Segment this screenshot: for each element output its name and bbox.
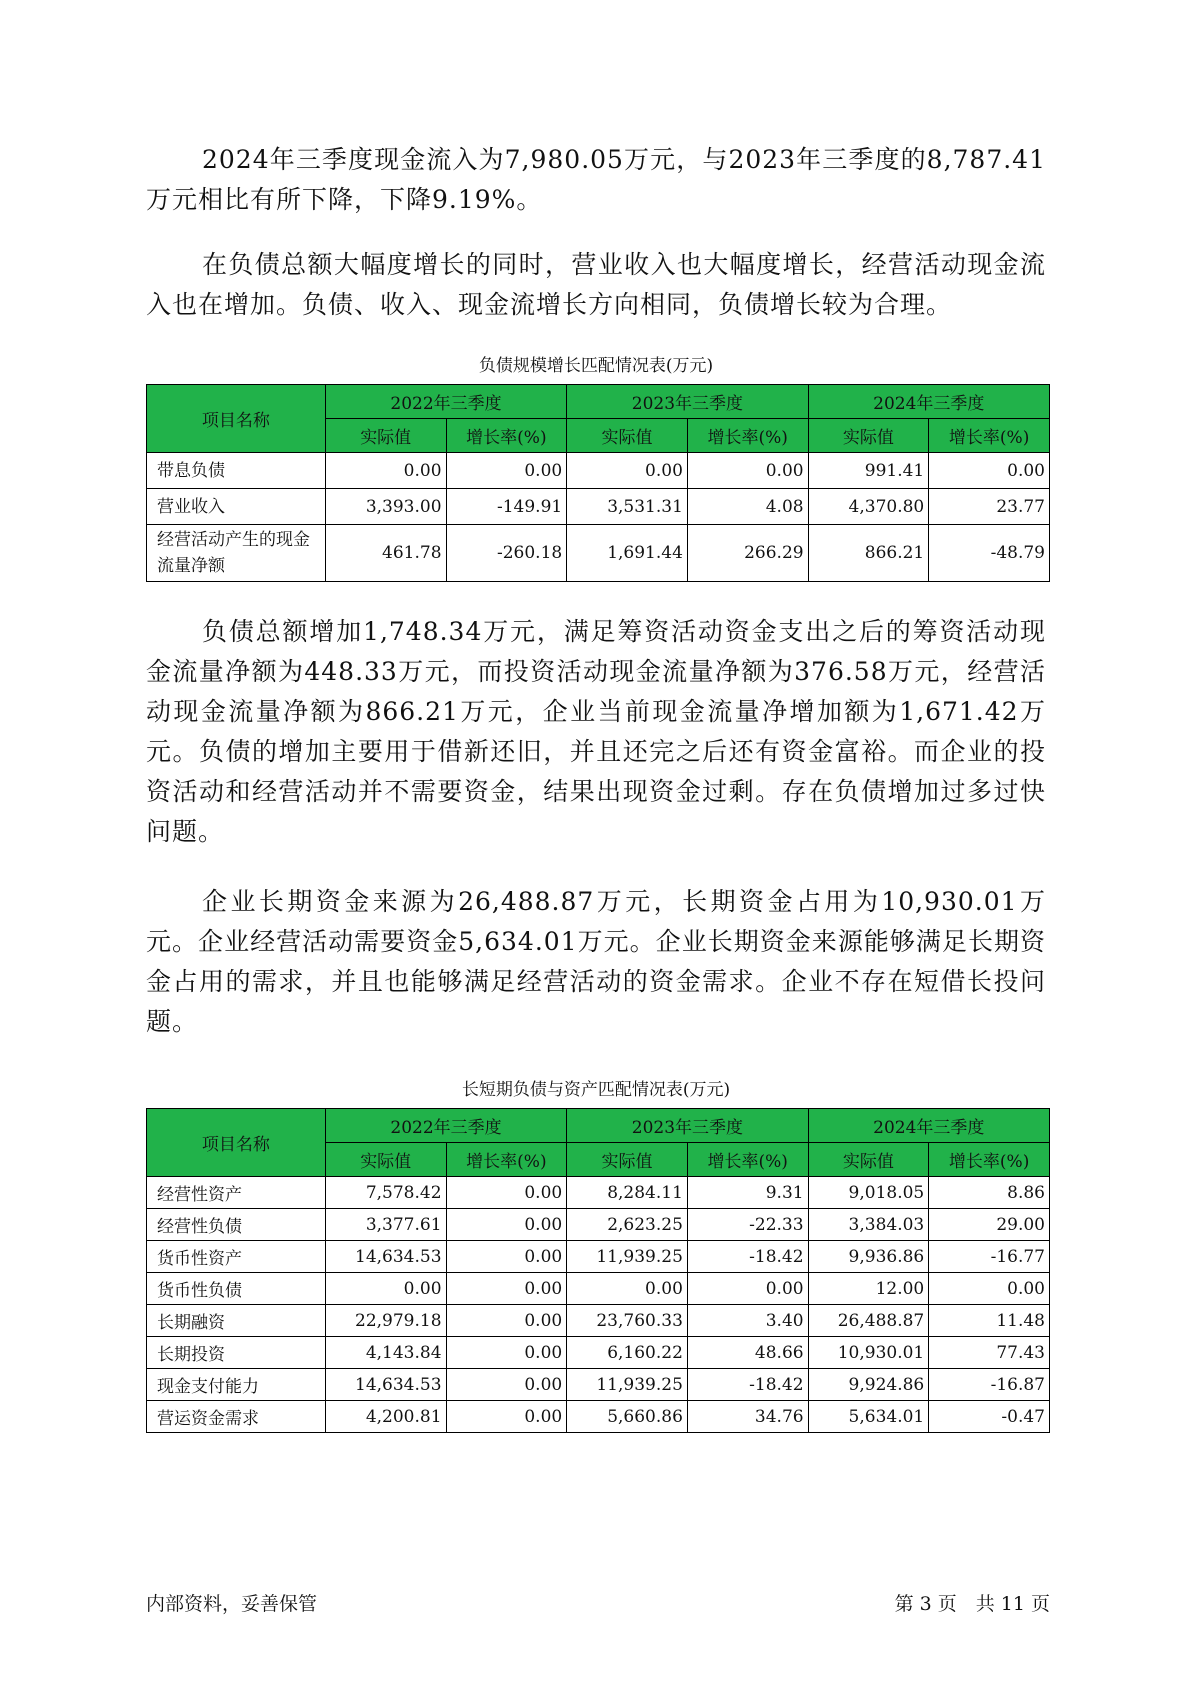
cell-actual-value: 5,660.86 (567, 1401, 688, 1433)
table1-caption: 负债规模增长匹配情况表(万元) (478, 356, 714, 376)
cell-growth-rate: -22.33 (687, 1209, 808, 1241)
cell-actual-value: 9,018.05 (808, 1177, 929, 1209)
table2-period-2024: 2024年三季度 (808, 1109, 1049, 1143)
cell-growth-rate: 4.08 (687, 489, 808, 525)
table2-sub-rate: 增长率(%) (446, 1143, 567, 1177)
cell-growth-rate: 0.00 (446, 1209, 567, 1241)
cell-actual-value: 5,634.01 (808, 1401, 929, 1433)
cell-actual-value: 461.78 (325, 525, 446, 582)
cell-growth-rate: -18.42 (687, 1241, 808, 1273)
cell-growth-rate: 34.76 (687, 1401, 808, 1433)
row-label: 现金支付能力 (147, 1369, 326, 1401)
table-row (147, 1369, 1050, 1401)
table1-sub-actual: 实际值 (808, 419, 929, 453)
table2-body (147, 1177, 1050, 1433)
table2-sub-actual: 实际值 (567, 1143, 688, 1177)
table-row (147, 1177, 1050, 1209)
table2-sub-rate: 增长率(%) (929, 1143, 1050, 1177)
cell-actual-value: 9,936.86 (808, 1241, 929, 1273)
row-label: 经营性负债 (147, 1209, 326, 1241)
table-row (147, 1241, 1050, 1273)
cell-actual-value: 0.00 (567, 453, 688, 489)
cell-growth-rate: -16.87 (929, 1369, 1050, 1401)
cell-actual-value: 2,623.25 (567, 1209, 688, 1241)
table1-sub-rate: 增长率(%) (446, 419, 567, 453)
cell-growth-rate: 0.00 (446, 1401, 567, 1433)
cell-growth-rate: -0.47 (929, 1401, 1050, 1433)
table-row (147, 489, 1050, 525)
table1-body (147, 453, 1050, 582)
cell-actual-value: 4,200.81 (325, 1401, 446, 1433)
table1-period-2022: 2022年三季度 (325, 385, 566, 419)
row-label: 营运资金需求 (147, 1401, 326, 1433)
cell-growth-rate: 48.66 (687, 1337, 808, 1369)
cell-growth-rate: 0.00 (446, 453, 567, 489)
cell-actual-value: 3,384.03 (808, 1209, 929, 1241)
row-label: 经营活动产生的现金流量净额 (147, 525, 326, 582)
cell-actual-value: 4,143.84 (325, 1337, 446, 1369)
row-label: 带息负债 (147, 453, 326, 489)
cell-actual-value: 3,377.61 (325, 1209, 446, 1241)
cell-actual-value: 3,531.31 (567, 489, 688, 525)
cell-actual-value: 1,691.44 (567, 525, 688, 582)
cell-growth-rate: 0.00 (687, 1273, 808, 1305)
cell-growth-rate: -149.91 (446, 489, 567, 525)
cell-actual-value: 23,760.33 (567, 1305, 688, 1337)
cell-growth-rate: 0.00 (929, 453, 1050, 489)
cell-growth-rate: 11.48 (929, 1305, 1050, 1337)
table1-sub-actual: 实际值 (325, 419, 446, 453)
footer-confidential-note: 内部资料，妥善保管 (146, 1593, 318, 1615)
table1-sub-actual: 实际值 (567, 419, 688, 453)
table2-sub-actual: 实际值 (808, 1143, 929, 1177)
cell-growth-rate: 9.31 (687, 1177, 808, 1209)
paragraph-long-term-funds: 企业长期资金来源为26,488.87万元，长期资金占用为10,930.01万元。企业经营活动需要资金5,634.01万元。企业长期资金来源能够满足长期资金占用的需求，并且也能够满足经营活动的资金需求。企业不存在短借长投问题。 (146, 887, 1046, 1036)
table-row (147, 1401, 1050, 1433)
cell-actual-value: 0.00 (567, 1273, 688, 1305)
cell-actual-value: 4,370.80 (808, 489, 929, 525)
table1-name-header: 项目名称 (147, 385, 326, 453)
cell-growth-rate: -260.18 (446, 525, 567, 582)
cell-growth-rate: 3.40 (687, 1305, 808, 1337)
table2-period-2022: 2022年三季度 (325, 1109, 566, 1143)
cell-growth-rate: 0.00 (446, 1337, 567, 1369)
table-debt-scale-match (146, 384, 1050, 582)
cell-growth-rate: 0.00 (446, 1369, 567, 1401)
cell-actual-value: 9,924.86 (808, 1369, 929, 1401)
table2-sub-actual: 实际值 (325, 1143, 446, 1177)
cell-actual-value: 991.41 (808, 453, 929, 489)
table-row (147, 1209, 1050, 1241)
cell-actual-value: 0.00 (325, 1273, 446, 1305)
cell-actual-value: 0.00 (325, 453, 446, 489)
cell-actual-value: 10,930.01 (808, 1337, 929, 1369)
footer-page-number: 第 3 页 共 11 页 (894, 1593, 1050, 1615)
paragraph-cash-inflow: 2024年三季度现金流入为7,980.05万元，与2023年三季度的8,787.41万元相比有所下降，下降9.19%。 (146, 145, 1046, 214)
cell-growth-rate: -18.42 (687, 1369, 808, 1401)
row-label: 长期融资 (147, 1305, 326, 1337)
cell-growth-rate: 29.00 (929, 1209, 1050, 1241)
cell-actual-value: 14,634.53 (325, 1369, 446, 1401)
cell-actual-value: 7,578.42 (325, 1177, 446, 1209)
cell-growth-rate: -48.79 (929, 525, 1050, 582)
table1-period-2024: 2024年三季度 (808, 385, 1049, 419)
cell-growth-rate: 0.00 (446, 1305, 567, 1337)
table1-sub-rate: 增长率(%) (929, 419, 1050, 453)
row-label: 长期投资 (147, 1337, 326, 1369)
cell-actual-value: 14,634.53 (325, 1241, 446, 1273)
table-row (147, 1273, 1050, 1305)
cell-actual-value: 12.00 (808, 1273, 929, 1305)
table2-period-2023: 2023年三季度 (567, 1109, 808, 1143)
cell-actual-value: 3,393.00 (325, 489, 446, 525)
cell-actual-value: 11,939.25 (567, 1241, 688, 1273)
cell-growth-rate: -16.77 (929, 1241, 1050, 1273)
table-row (147, 1337, 1050, 1369)
cell-actual-value: 8,284.11 (567, 1177, 688, 1209)
cell-growth-rate: 0.00 (446, 1273, 567, 1305)
cell-growth-rate: 0.00 (687, 453, 808, 489)
cell-growth-rate: 23.77 (929, 489, 1050, 525)
cell-actual-value: 866.21 (808, 525, 929, 582)
row-label: 货币性负债 (147, 1273, 326, 1305)
row-label: 营业收入 (147, 489, 326, 525)
cell-growth-rate: 8.86 (929, 1177, 1050, 1209)
cell-growth-rate: 0.00 (929, 1273, 1050, 1305)
table2-sub-rate: 增长率(%) (687, 1143, 808, 1177)
cell-actual-value: 6,160.22 (567, 1337, 688, 1369)
cell-actual-value: 26,488.87 (808, 1305, 929, 1337)
row-label: 经营性资产 (147, 1177, 326, 1209)
table2-caption: 长短期负债与资产匹配情况表(万元) (461, 1080, 731, 1100)
table2-name-header: 项目名称 (147, 1109, 326, 1177)
table1-period-2023: 2023年三季度 (567, 385, 808, 419)
paragraph-debt-usage: 负债总额增加1,748.34万元，满足筹资活动资金支出之后的筹资活动现金流量净额为448.33万元，而投资活动现金流量净额为376.58万元，经营活动现金流量净额为866.21万元，企业当前现金流量净增加额为1,671.42万元。负债的增加主要用于借新还旧，并且还完之后还有资金富裕。而企业的投资活动和经营活动并不需要资金，结果出现资金过剩。存在负债增加过多过快问题。 (146, 617, 1046, 846)
cell-growth-rate: 266.29 (687, 525, 808, 582)
cell-growth-rate: 77.43 (929, 1337, 1050, 1369)
row-label: 货币性资产 (147, 1241, 326, 1273)
table-row (147, 1305, 1050, 1337)
table1-sub-rate: 增长率(%) (687, 419, 808, 453)
table-long-short-match (146, 1108, 1050, 1433)
table-row (147, 525, 1050, 582)
cell-actual-value: 11,939.25 (567, 1369, 688, 1401)
cell-actual-value: 22,979.18 (325, 1305, 446, 1337)
cell-growth-rate: 0.00 (446, 1177, 567, 1209)
table-row (147, 453, 1050, 489)
cell-growth-rate: 0.00 (446, 1241, 567, 1273)
paragraph-debt-growth: 在负债总额大幅度增长的同时，营业收入也大幅度增长，经营活动现金流入也在增加。负债、收入、现金流增长方向相同，负债增长较为合理。 (146, 250, 1046, 319)
